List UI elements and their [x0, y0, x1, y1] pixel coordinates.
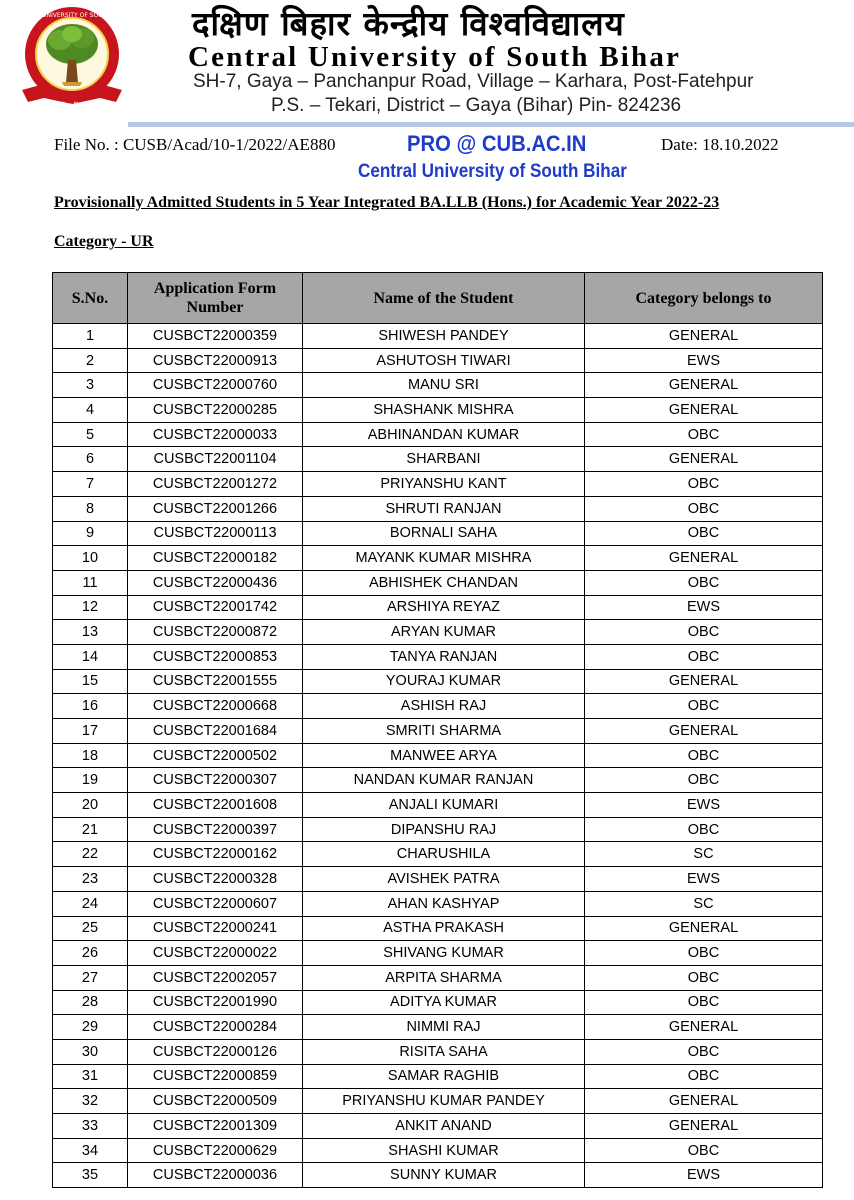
row-application-number: CUSBCT22002057: [128, 965, 303, 990]
row-student-name: MAYANK KUMAR MISHRA: [303, 546, 585, 571]
table-row: [53, 1163, 823, 1188]
row-category: OBC: [585, 1064, 823, 1089]
row-application-number: CUSBCT22000629: [128, 1138, 303, 1163]
row-category: OBC: [585, 965, 823, 990]
row-application-number: CUSBCT22000328: [128, 867, 303, 892]
table-row: [53, 817, 823, 842]
row-sno: 25: [53, 916, 128, 941]
table-row: [53, 941, 823, 966]
admitted-students-table: [52, 272, 823, 1188]
row-sno: 20: [53, 793, 128, 818]
row-category: OBC: [585, 570, 823, 595]
table-row: [53, 891, 823, 916]
row-category: GENERAL: [585, 1114, 823, 1139]
row-student-name: ARPITA SHARMA: [303, 965, 585, 990]
university-seal-tree-icon: [16, 4, 128, 114]
row-sno: 31: [53, 1064, 128, 1089]
row-student-name: SAMAR RAGHIB: [303, 1064, 585, 1089]
row-category: GENERAL: [585, 916, 823, 941]
university-logo: [16, 4, 128, 114]
table-row: [53, 472, 823, 497]
row-student-name: TANYA RANJAN: [303, 644, 585, 669]
row-student-name: DIPANSHU RAJ: [303, 817, 585, 842]
row-sno: 13: [53, 620, 128, 645]
table-row: [53, 546, 823, 571]
table-header-row: [53, 273, 823, 324]
row-sno: 3: [53, 373, 128, 398]
table-row: [53, 1015, 823, 1040]
row-sno: 24: [53, 891, 128, 916]
table-row: [53, 324, 823, 349]
table-row: [53, 694, 823, 719]
seal-ring-text: CENTRAL UNIVERSITY OF SOUTH BIHAR: [16, 12, 128, 19]
row-sno: 34: [53, 1138, 128, 1163]
row-sno: 22: [53, 842, 128, 867]
row-category: OBC: [585, 817, 823, 842]
row-application-number: CUSBCT22000113: [128, 521, 303, 546]
document-heading: Provisionally Admitted Students in 5 Year Integrated BA.LLB (Hons.) for Academic Year 2022-23: [54, 194, 720, 211]
table-row: [53, 916, 823, 941]
header-sno: S.No.: [53, 273, 128, 324]
category-label: Category - UR: [54, 233, 154, 250]
row-category: GENERAL: [585, 1089, 823, 1114]
table-row: [53, 447, 823, 472]
table-row: [53, 768, 823, 793]
row-sno: 19: [53, 768, 128, 793]
row-sno: 18: [53, 743, 128, 768]
row-student-name: ANJALI KUMARI: [303, 793, 585, 818]
row-sno: 30: [53, 1039, 128, 1064]
table-row: [53, 620, 823, 645]
row-student-name: MANWEE ARYA: [303, 743, 585, 768]
row-application-number: CUSBCT22000607: [128, 891, 303, 916]
table-row: [53, 1039, 823, 1064]
row-application-number: CUSBCT22001266: [128, 496, 303, 521]
row-category: EWS: [585, 867, 823, 892]
row-sno: 8: [53, 496, 128, 521]
row-category: OBC: [585, 941, 823, 966]
row-sno: 12: [53, 595, 128, 620]
row-category: OBC: [585, 496, 823, 521]
row-application-number: CUSBCT22000760: [128, 373, 303, 398]
row-student-name: PRIYANSHU KANT: [303, 472, 585, 497]
row-student-name: ABHISHEK CHANDAN: [303, 570, 585, 595]
row-sno: 2: [53, 348, 128, 373]
watermark-university: Central University of South Bihar: [358, 161, 627, 182]
table-row: [53, 990, 823, 1015]
row-student-name: SHRUTI RANJAN: [303, 496, 585, 521]
row-sno: 10: [53, 546, 128, 571]
row-application-number: CUSBCT22000241: [128, 916, 303, 941]
row-student-name: ASHISH RAJ: [303, 694, 585, 719]
table-row: [53, 719, 823, 744]
row-student-name: NANDAN KUMAR RANJAN: [303, 768, 585, 793]
row-category: OBC: [585, 990, 823, 1015]
row-application-number: CUSBCT22001608: [128, 793, 303, 818]
row-sno: 15: [53, 669, 128, 694]
table-row: [53, 398, 823, 423]
row-category: EWS: [585, 348, 823, 373]
row-sno: 21: [53, 817, 128, 842]
row-application-number: CUSBCT22000162: [128, 842, 303, 867]
row-category: GENERAL: [585, 546, 823, 571]
row-student-name: SHASHANK MISHRA: [303, 398, 585, 423]
table-row: [53, 373, 823, 398]
row-application-number: CUSBCT22000668: [128, 694, 303, 719]
table-row: [53, 743, 823, 768]
row-application-number: CUSBCT22001684: [128, 719, 303, 744]
row-category: EWS: [585, 1163, 823, 1188]
row-student-name: RISITA SAHA: [303, 1039, 585, 1064]
watermark-email: PRO @ CUB.AC.IN: [407, 131, 587, 156]
row-category: OBC: [585, 472, 823, 497]
table-row: [53, 422, 823, 447]
row-sno: 16: [53, 694, 128, 719]
table-row: [53, 793, 823, 818]
row-category: OBC: [585, 694, 823, 719]
row-category: OBC: [585, 620, 823, 645]
row-category: GENERAL: [585, 447, 823, 472]
seal-motto: ज्ञान सेवा विमुक्तये: [48, 102, 96, 110]
row-application-number: CUSBCT22000022: [128, 941, 303, 966]
row-student-name: SHIVANG KUMAR: [303, 941, 585, 966]
row-application-number: CUSBCT22001742: [128, 595, 303, 620]
row-sno: 23: [53, 867, 128, 892]
table-row: [53, 570, 823, 595]
row-category: GENERAL: [585, 719, 823, 744]
row-student-name: YOURAJ KUMAR: [303, 669, 585, 694]
row-student-name: SMRITI SHARMA: [303, 719, 585, 744]
row-student-name: AVISHEK PATRA: [303, 867, 585, 892]
table-row: [53, 1138, 823, 1163]
table-row: [53, 842, 823, 867]
row-category: SC: [585, 842, 823, 867]
row-application-number: CUSBCT22000284: [128, 1015, 303, 1040]
row-sno: 6: [53, 447, 128, 472]
row-category: OBC: [585, 422, 823, 447]
row-student-name: MANU SRI: [303, 373, 585, 398]
table-row: [53, 1114, 823, 1139]
row-student-name: ARYAN KUMAR: [303, 620, 585, 645]
row-application-number: CUSBCT22000509: [128, 1089, 303, 1114]
university-name-english: Central University of South Bihar: [188, 41, 682, 73]
row-category: OBC: [585, 1138, 823, 1163]
row-category: EWS: [585, 793, 823, 818]
row-category: OBC: [585, 644, 823, 669]
row-student-name: ASHUTOSH TIWARI: [303, 348, 585, 373]
row-category: SC: [585, 891, 823, 916]
row-application-number: CUSBCT22000285: [128, 398, 303, 423]
row-application-number: CUSBCT22000126: [128, 1039, 303, 1064]
row-student-name: AHAN KASHYAP: [303, 891, 585, 916]
row-sno: 35: [53, 1163, 128, 1188]
row-sno: 11: [53, 570, 128, 595]
table-row: [53, 348, 823, 373]
row-category: GENERAL: [585, 324, 823, 349]
row-student-name: ANKIT ANAND: [303, 1114, 585, 1139]
header-category: Category belongs to: [585, 273, 823, 324]
row-application-number: CUSBCT22000359: [128, 324, 303, 349]
university-name-hindi: दक्षिण बिहार केन्द्रीय विश्वविद्यालय: [192, 4, 625, 43]
table-row: [53, 1089, 823, 1114]
row-category: GENERAL: [585, 373, 823, 398]
row-application-number: CUSBCT22001309: [128, 1114, 303, 1139]
table-row: [53, 644, 823, 669]
row-application-number: CUSBCT22000182: [128, 546, 303, 571]
table-row: [53, 521, 823, 546]
row-sno: 14: [53, 644, 128, 669]
row-student-name: PRIYANSHU KUMAR PANDEY: [303, 1089, 585, 1114]
row-category: GENERAL: [585, 398, 823, 423]
row-student-name: SHARBANI: [303, 447, 585, 472]
row-student-name: ASTHA PRAKASH: [303, 916, 585, 941]
row-student-name: ADITYA KUMAR: [303, 990, 585, 1015]
row-sno: 9: [53, 521, 128, 546]
row-application-number: CUSBCT22001104: [128, 447, 303, 472]
row-application-number: CUSBCT22000859: [128, 1064, 303, 1089]
row-sno: 17: [53, 719, 128, 744]
row-category: GENERAL: [585, 669, 823, 694]
row-sno: 5: [53, 422, 128, 447]
row-application-number: CUSBCT22000853: [128, 644, 303, 669]
table-row: [53, 867, 823, 892]
row-category: EWS: [585, 595, 823, 620]
row-sno: 27: [53, 965, 128, 990]
row-student-name: ARSHIYA REYAZ: [303, 595, 585, 620]
row-category: OBC: [585, 768, 823, 793]
row-category: GENERAL: [585, 1015, 823, 1040]
row-student-name: SUNNY KUMAR: [303, 1163, 585, 1188]
row-sno: 26: [53, 941, 128, 966]
file-number: File No. : CUSB/Acad/10-1/2022/AE880: [54, 135, 336, 154]
address-line-2: P.S. – Tekari, District – Gaya (Bihar) Pin- 824236: [271, 95, 682, 116]
table-row: [53, 496, 823, 521]
row-application-number: CUSBCT22000307: [128, 768, 303, 793]
row-application-number: CUSBCT22000913: [128, 348, 303, 373]
document-date: Date: 18.10.2022: [661, 135, 779, 154]
row-sno: 4: [53, 398, 128, 423]
row-category: OBC: [585, 1039, 823, 1064]
row-application-number: CUSBCT22000872: [128, 620, 303, 645]
row-application-number: CUSBCT22000397: [128, 817, 303, 842]
row-sno: 7: [53, 472, 128, 497]
row-application-number: CUSBCT22000033: [128, 422, 303, 447]
row-category: OBC: [585, 521, 823, 546]
row-sno: 28: [53, 990, 128, 1015]
row-application-number: CUSBCT22000436: [128, 570, 303, 595]
header-divider: [128, 122, 854, 127]
row-student-name: CHARUSHILA: [303, 842, 585, 867]
header-student-name: Name of the Student: [303, 273, 585, 324]
table-row: [53, 669, 823, 694]
row-student-name: BORNALI SAHA: [303, 521, 585, 546]
row-sno: 32: [53, 1089, 128, 1114]
row-sno: 1: [53, 324, 128, 349]
row-sno: 33: [53, 1114, 128, 1139]
row-category: OBC: [585, 743, 823, 768]
table-row: [53, 965, 823, 990]
row-student-name: SHIWESH PANDEY: [303, 324, 585, 349]
row-sno: 29: [53, 1015, 128, 1040]
row-application-number: CUSBCT22001272: [128, 472, 303, 497]
row-student-name: SHASHI KUMAR: [303, 1138, 585, 1163]
address-line-1: SH-7, Gaya – Panchanpur Road, Village – Karhara, Post-Fatehpur: [193, 71, 754, 92]
row-student-name: ABHINANDAN KUMAR: [303, 422, 585, 447]
row-application-number: CUSBCT22000036: [128, 1163, 303, 1188]
table-row: [53, 595, 823, 620]
table-row: [53, 1064, 823, 1089]
header-application-number: Application Form Number: [128, 273, 303, 324]
row-application-number: CUSBCT22000502: [128, 743, 303, 768]
row-student-name: NIMMI RAJ: [303, 1015, 585, 1040]
row-application-number: CUSBCT22001990: [128, 990, 303, 1015]
row-application-number: CUSBCT22001555: [128, 669, 303, 694]
